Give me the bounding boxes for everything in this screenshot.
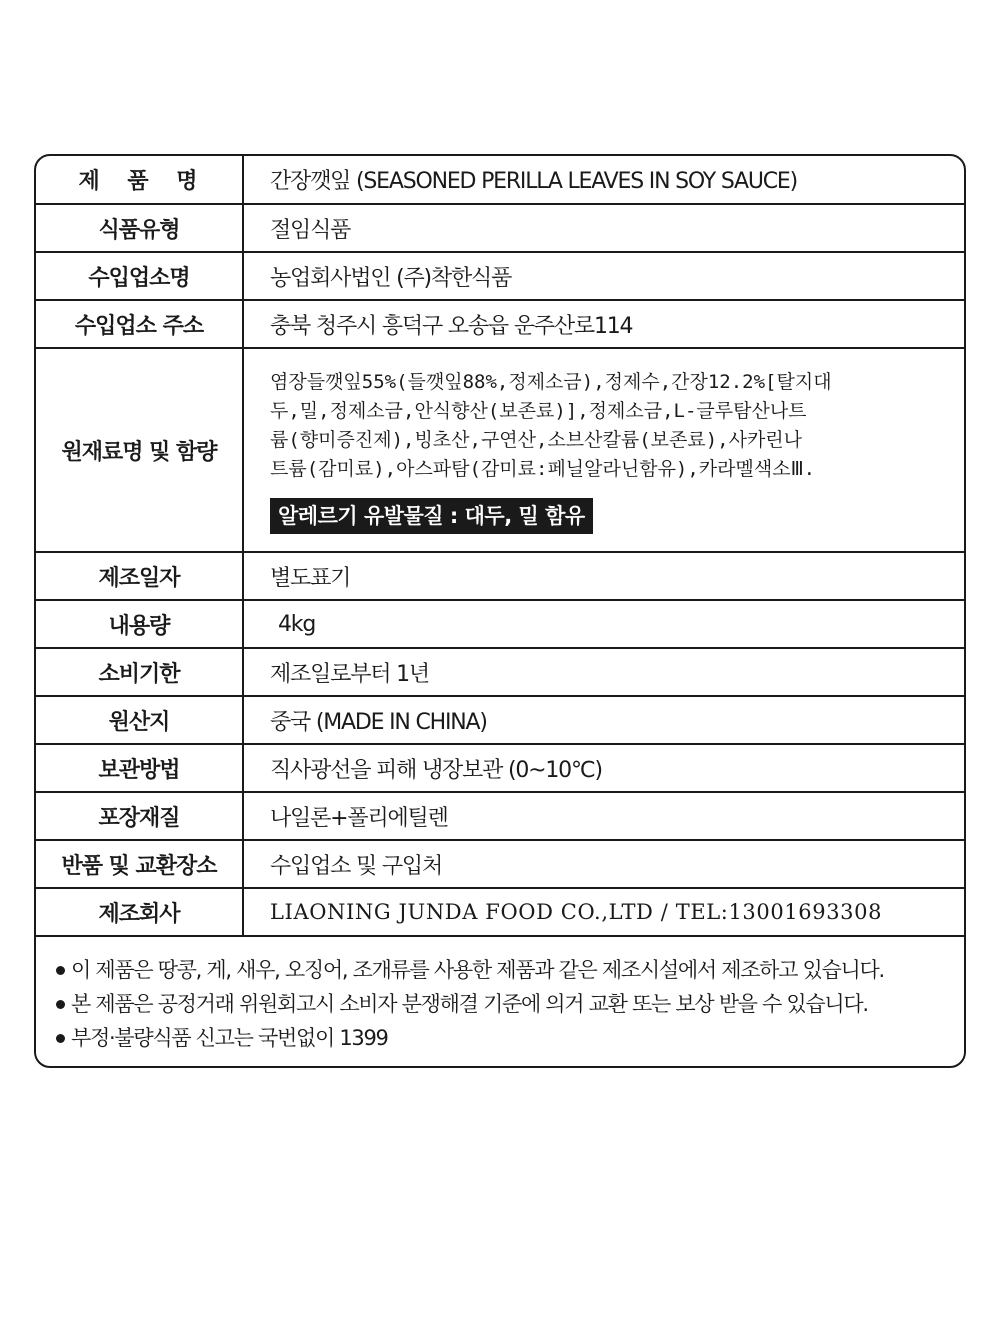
row-packaging bbox=[36, 792, 964, 840]
label-origin: 원산지 bbox=[36, 696, 243, 744]
label-net-content: 내용량 bbox=[36, 600, 243, 648]
value-storage: 직사광선을 피해 냉장보관 (0~10℃) bbox=[243, 744, 964, 792]
label-manufacturer: 제조회사 bbox=[36, 888, 243, 936]
allergy-badge: 알레르기 유발물질 : 대두, 밀 함유 bbox=[270, 498, 593, 534]
row-importer-address bbox=[36, 300, 964, 348]
value-origin: 중국 (MADE IN CHINA) bbox=[243, 696, 964, 744]
label-importer-name: 수입업소명 bbox=[36, 252, 243, 300]
value-expiry: 제조일로부터 1년 bbox=[243, 648, 964, 696]
row-food-type bbox=[36, 204, 964, 252]
notice-text: 부정·불량식품 신고는 국번없이 1399 bbox=[71, 1026, 388, 1050]
row-origin bbox=[36, 696, 964, 744]
label-product-name: 제 품 명 bbox=[36, 156, 243, 204]
notice-text: 이 제품은 땅콩, 게, 새우, 오징어, 조개류를 사용한 제품과 같은 제조시설에서 제조하고 있습니다. bbox=[71, 958, 884, 982]
row-net-content bbox=[36, 600, 964, 648]
value-manufacture-date: 별도표기 bbox=[243, 552, 964, 600]
value-manufacturer-cell bbox=[243, 888, 964, 936]
label-expiry: 소비기한 bbox=[36, 648, 243, 696]
value-net-content: 4kg bbox=[278, 611, 316, 637]
row-ingredients bbox=[36, 348, 964, 552]
bullet-icon bbox=[56, 1000, 65, 1009]
ingredients-line: 염장들깻잎55%(들깻잎88%,정제소금),정제수,간장12.2%[탈지대 bbox=[270, 371, 832, 393]
label-importer-address: 수입업소 주소 bbox=[36, 300, 243, 348]
value-packaging: 나일론+폴리에틸렌 bbox=[243, 792, 964, 840]
ingredients-line: 두,밀,정제소금,안식향산(보존료)],정제소금,L-글루탐산나트 bbox=[270, 400, 807, 422]
notice-item bbox=[56, 953, 964, 987]
ingredients-line: 륨(향미증진제),빙초산,구연산,소브산칼륨(보존료),사카린나 bbox=[270, 429, 803, 451]
value-ingredients bbox=[243, 348, 964, 552]
label-ingredients: 원재료명 및 함량 bbox=[36, 348, 243, 552]
notice-item bbox=[56, 987, 964, 1021]
notice-item bbox=[56, 1021, 964, 1055]
product-info-table bbox=[36, 156, 964, 937]
bullet-icon bbox=[56, 1034, 65, 1043]
value-manufacturer: LIAONING JUNDA FOOD CO.,LTD / TEL:13001693308 bbox=[270, 899, 883, 924]
value-net-content-cell bbox=[243, 600, 964, 648]
label-storage: 보관방법 bbox=[36, 744, 243, 792]
value-return-place: 수입업소 및 구입처 bbox=[243, 840, 964, 888]
row-importer-name bbox=[36, 252, 964, 300]
row-manufacture-date bbox=[36, 552, 964, 600]
notice-list bbox=[36, 937, 964, 1055]
ingredients-text bbox=[270, 368, 964, 484]
label-manufacture-date: 제조일자 bbox=[36, 552, 243, 600]
notice-text: 본 제품은 공정거래 위원회고시 소비자 분쟁해결 기준에 의거 교환 또는 보상 받을 수 있습니다. bbox=[71, 992, 868, 1016]
bullet-icon bbox=[56, 966, 65, 975]
row-return-place bbox=[36, 840, 964, 888]
value-importer-address: 충북 청주시 흥덕구 오송읍 운주산로114 bbox=[243, 300, 964, 348]
row-manufacturer bbox=[36, 888, 964, 936]
row-product-name bbox=[36, 156, 964, 204]
value-food-type: 절임식품 bbox=[243, 204, 964, 252]
value-importer-name: 농업회사법인 (주)착한식품 bbox=[243, 252, 964, 300]
label-packaging: 포장재질 bbox=[36, 792, 243, 840]
value-product-name: 간장깻잎 (SEASONED PERILLA LEAVES IN SOY SAUCE) bbox=[243, 156, 964, 204]
ingredients-line: 트륨(감미료),아스파탐(감미료:페닐알라닌함유),카라멜색소Ⅲ. bbox=[270, 458, 816, 480]
row-storage bbox=[36, 744, 964, 792]
label-food-type: 식품유형 bbox=[36, 204, 243, 252]
row-expiry bbox=[36, 648, 964, 696]
product-info-panel bbox=[34, 154, 966, 1068]
label-return-place: 반품 및 교환장소 bbox=[36, 840, 243, 888]
